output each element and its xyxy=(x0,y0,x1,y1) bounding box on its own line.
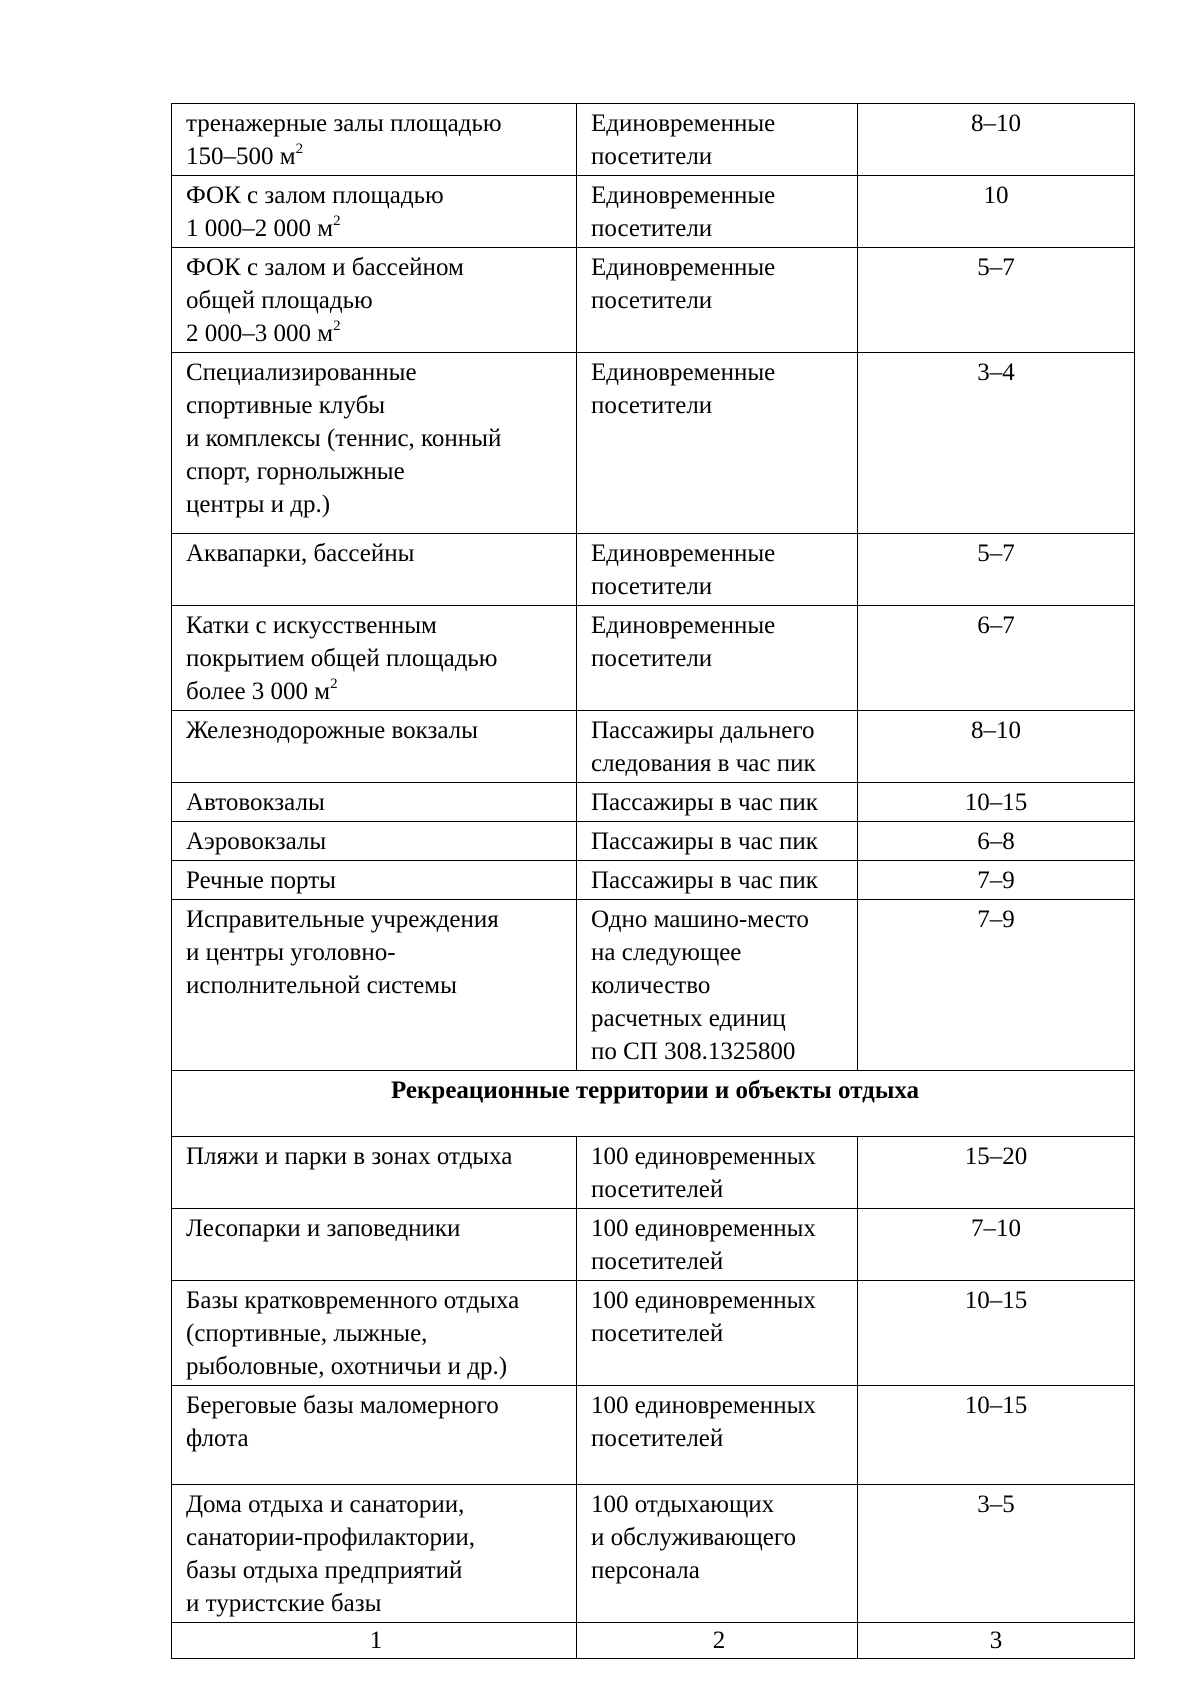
object-type-text: Речные порты xyxy=(186,867,336,894)
table-row xyxy=(172,176,1135,248)
parking-spaces-cell: 5–7 xyxy=(858,248,1135,353)
table-row xyxy=(172,1281,1135,1386)
table-row xyxy=(172,353,1135,534)
parking-spaces-cell: 15–20 xyxy=(858,1137,1135,1209)
object-type-text: ФОК с залом и бассейном общей площадью 2 000–3 000 м xyxy=(186,254,464,347)
table-row xyxy=(172,534,1135,606)
area-unit-superscript: 2 xyxy=(330,675,338,692)
table-row xyxy=(172,783,1135,822)
table-footer xyxy=(172,1623,1135,1659)
table-body-upper xyxy=(172,104,1135,1071)
object-type-text: Базы кратковременного отдыха (спортивные, лыжные, рыболовные, охотничьи и др.) xyxy=(186,1287,520,1380)
table-row xyxy=(172,248,1135,353)
object-type-cell xyxy=(172,1137,577,1209)
table-row xyxy=(172,861,1135,900)
object-type-text: Дома отдыха и санатории, санатории-профилактории, базы отдыха предприятий и туристские базы xyxy=(186,1491,475,1617)
parking-spaces-cell: 7–9 xyxy=(858,900,1135,1071)
object-type-text: тренажерные залы площадью 150–500 м xyxy=(186,110,502,170)
object-type-cell xyxy=(172,861,577,900)
parking-spaces-cell: 10 xyxy=(858,176,1135,248)
calculation-unit-cell: Пассажиры в час пик xyxy=(577,822,858,861)
table-row xyxy=(172,1386,1135,1485)
calculation-unit-cell: 100 единовременных посетителей xyxy=(577,1281,858,1386)
object-type-cell xyxy=(172,534,577,606)
calculation-unit-cell: Единовременные посетители xyxy=(577,606,858,711)
column-numbers-row xyxy=(172,1623,1135,1659)
object-type-text: Исправительные учреждения и центры уголовно- исполнительной системы xyxy=(186,906,499,999)
table-row xyxy=(172,822,1135,861)
calculation-unit-cell: Единовременные посетители xyxy=(577,104,858,176)
object-type-cell xyxy=(172,248,577,353)
object-type-cell xyxy=(172,104,577,176)
table-row xyxy=(172,1209,1135,1281)
object-type-cell xyxy=(172,900,577,1071)
section-row xyxy=(172,1071,1135,1137)
calculation-unit-cell: Единовременные посетители xyxy=(577,248,858,353)
calculation-unit-cell: Пассажиры в час пик xyxy=(577,783,858,822)
object-type-cell xyxy=(172,1209,577,1281)
calculation-unit-cell: Пассажиры в час пик xyxy=(577,861,858,900)
object-type-cell xyxy=(172,711,577,783)
object-type-text: Береговые базы маломерного флота xyxy=(186,1392,499,1452)
object-type-cell xyxy=(172,176,577,248)
parking-spaces-cell: 3–4 xyxy=(858,353,1135,534)
parking-spaces-cell: 10–15 xyxy=(858,1386,1135,1485)
object-type-text: ФОК с залом площадью 1 000–2 000 м xyxy=(186,182,444,242)
table-row xyxy=(172,104,1135,176)
object-type-text: Аквапарки, бассейны xyxy=(186,540,415,567)
table-section xyxy=(172,1071,1135,1137)
object-type-cell xyxy=(172,783,577,822)
table-row xyxy=(172,606,1135,711)
parking-norms-table xyxy=(171,103,1135,1659)
table-body-lower xyxy=(172,1137,1135,1623)
object-type-cell xyxy=(172,1281,577,1386)
calculation-unit-cell: Единовременные посетители xyxy=(577,353,858,534)
parking-spaces-cell: 3–5 xyxy=(858,1485,1135,1623)
parking-spaces-cell: 10–15 xyxy=(858,783,1135,822)
parking-spaces-cell: 10–15 xyxy=(858,1281,1135,1386)
table-row xyxy=(172,900,1135,1071)
area-unit-superscript: 2 xyxy=(333,317,341,334)
object-type-text: Лесопарки и заповедники xyxy=(186,1215,461,1242)
calculation-unit-cell: 100 единовременных посетителей xyxy=(577,1137,858,1209)
section-title: Рекреационные территории и объекты отдыха xyxy=(172,1071,1135,1137)
object-type-text: Железнодорожные вокзалы xyxy=(186,717,478,744)
calculation-unit-cell: Единовременные посетители xyxy=(577,534,858,606)
calculation-unit-cell: Единовременные посетители xyxy=(577,176,858,248)
parking-spaces-cell: 8–10 xyxy=(858,104,1135,176)
calculation-unit-cell: 100 единовременных посетителей xyxy=(577,1209,858,1281)
object-type-text: Специализированные спортивные клубы и комплексы (теннис, конный спорт, горнолыжные центры и др.) xyxy=(186,359,502,518)
calculation-unit-cell: 100 отдыхающих и обслуживающего персонала xyxy=(577,1485,858,1623)
object-type-cell xyxy=(172,1386,577,1485)
parking-spaces-cell: 7–10 xyxy=(858,1209,1135,1281)
area-unit-superscript: 2 xyxy=(295,140,304,157)
calculation-unit-cell: Пассажиры дальнего следования в час пик xyxy=(577,711,858,783)
column-number-3: 3 xyxy=(858,1623,1135,1659)
table-row xyxy=(172,1485,1135,1623)
object-type-text: Пляжи и парки в зонах отдыха xyxy=(186,1143,513,1170)
object-type-cell xyxy=(172,606,577,711)
parking-spaces-cell: 6–8 xyxy=(858,822,1135,861)
object-type-cell xyxy=(172,353,577,534)
column-number-2: 2 xyxy=(577,1623,858,1659)
calculation-unit-cell: 100 единовременных посетителей xyxy=(577,1386,858,1485)
parking-spaces-cell: 7–9 xyxy=(858,861,1135,900)
object-type-text: Аэровокзалы xyxy=(186,828,327,855)
object-type-cell xyxy=(172,822,577,861)
calculation-unit-cell: Одно машино-место на следующее количество расчетных единиц по СП 308.1325800 xyxy=(577,900,858,1071)
object-type-text: Автовокзалы xyxy=(186,789,325,816)
parking-spaces-cell: 8–10 xyxy=(858,711,1135,783)
column-number-1: 1 xyxy=(172,1623,577,1659)
table-row xyxy=(172,711,1135,783)
object-type-text: Катки с искусственным покрытием общей площадью более 3 000 м xyxy=(186,612,498,705)
table-row xyxy=(172,1137,1135,1209)
parking-spaces-cell: 6–7 xyxy=(858,606,1135,711)
parking-spaces-cell: 5–7 xyxy=(858,534,1135,606)
object-type-cell xyxy=(172,1485,577,1623)
area-unit-superscript: 2 xyxy=(333,212,341,229)
